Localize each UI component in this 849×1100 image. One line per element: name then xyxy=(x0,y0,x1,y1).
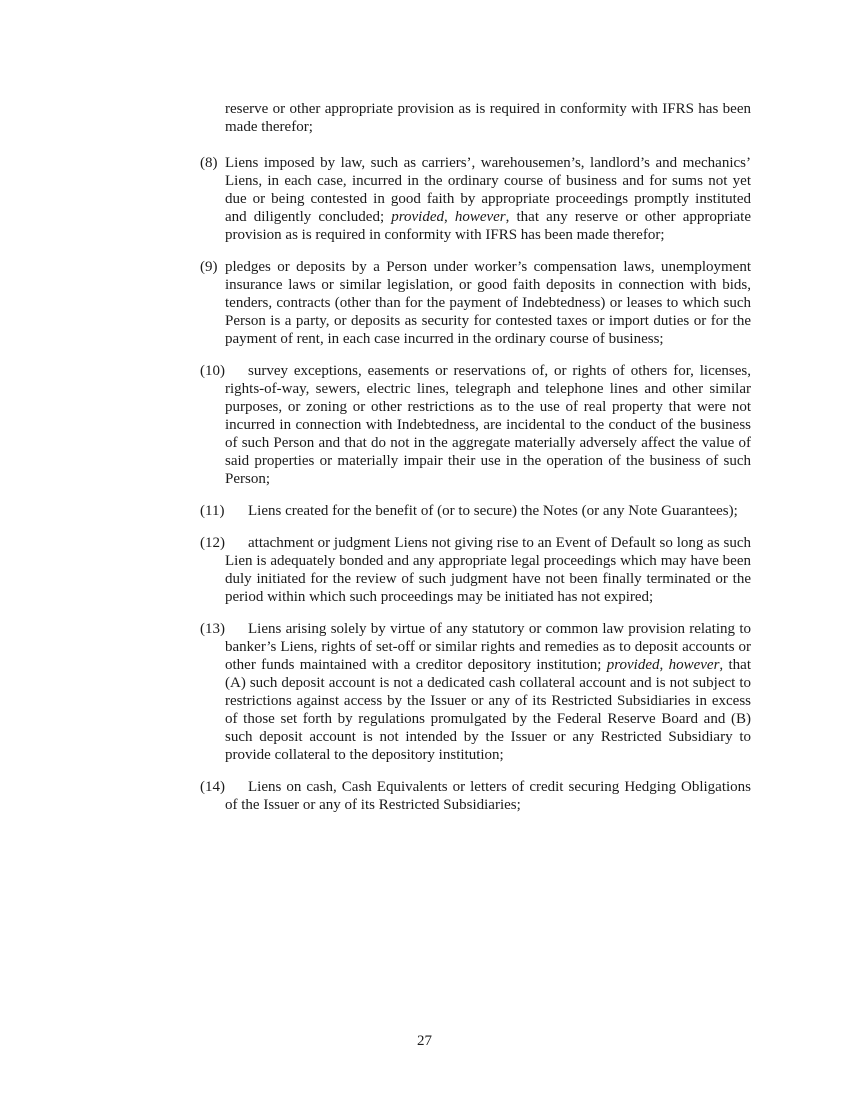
clause-number: (14) xyxy=(200,779,225,795)
clause-emphasis: however xyxy=(454,209,506,225)
clause-number: (12) xyxy=(200,535,225,551)
clause-text: , that (A) such deposit account is not a dedicated cash collateral account and is not subject to restrictions against access by the Issuer or any of its Restricted Subsidiaries in excess of those set forth by regulations promulgated by the Federal Reserve Board and (B) such deposit account is not intended by the Issuer or any Restricted Subsidiary to provide collateral to the depository institution; xyxy=(225,657,751,763)
page-number: 27 xyxy=(417,1033,432,1049)
clause-text: Liens arising solely by virtue of any statutory or common law provision relating to banker’s Liens, rights of set-off or similar rights and remedies as to deposit accounts or other funds maintained with a creditor depository institution; xyxy=(225,621,751,673)
clause-text: attachment or judgment Liens not giving rise to an Event of Default so long as such Lien is adequately bonded and any appropriate legal proceedings which may have been duly initiated for the review of such judgment have not been finally terminated or the period within which such proceedings may be initiated has not expired; xyxy=(225,535,751,605)
lien-clause-item xyxy=(200,502,751,520)
lien-clause-item xyxy=(200,778,751,814)
lien-clause-list xyxy=(200,154,751,828)
clause-text: survey exceptions, easements or reservations of, or rights of others for, licenses, rights-of-way, sewers, electric lines, telegraph and telephone lines and other similar purposes, or zoning or other restrictions as to the use of real property that were not incurred in connection with Indebtedness, are incidental to the conduct of the business of such Person and that do not in the aggregate materially adversely affect the value of said properties or materially impair their use in the operation of the business of such Person; xyxy=(225,363,751,487)
clause-text: , xyxy=(443,209,455,225)
clause-text: Liens imposed by law, such as carriers’, warehousemen’s, landlord’s and mechanics’ Liens, in each case, incurred in the ordinary course of business and for sums not yet due or being contested in good faith by appropriate proceedings promptly instituted and diligently concluded; xyxy=(225,155,751,225)
clause-emphasis: provided xyxy=(391,209,444,225)
clause-text: pledges or deposits by a Person under worker’s compensation laws, unemployment insurance laws or similar legislation, or good faith deposits in connection with bids, tenders, contracts (other than for the payment of Indebtedness) or leases to which such Person is a party, or deposits as security for contested taxes or import duties or for the payment of rent, in each case incurred in the ordinary course of business; xyxy=(225,259,751,347)
lien-clause-item xyxy=(200,620,751,764)
lien-clause-item xyxy=(200,154,751,244)
clause-number: (9) xyxy=(200,259,218,275)
clause-text: , that any reserve or other appropriate provision as is required in conformity with IFRS has been made therefor; xyxy=(225,209,751,243)
clause-emphasis: provided xyxy=(606,657,660,673)
clause-emphasis: however xyxy=(668,657,720,673)
lien-clause-item xyxy=(200,362,751,488)
clause-text: Liens on cash, Cash Equivalents or letters of credit securing Hedging Obligations of the Issuer or any of its Restricted Subsidiaries; xyxy=(225,779,751,813)
clause-number: (10) xyxy=(200,363,225,379)
clause-text: , xyxy=(659,657,669,673)
lien-clause-item xyxy=(200,534,751,606)
clause-text: Liens created for the benefit of (or to secure) the Notes (or any Note Guarantees); xyxy=(248,503,738,519)
clause-number: (8) xyxy=(200,155,218,171)
clause-number: (11) xyxy=(200,503,225,519)
continuation-paragraph: reserve or other appropriate provision as is required in conformity with IFRS has been made therefor; xyxy=(225,101,751,135)
lien-clause-item xyxy=(200,258,751,348)
clause-number: (13) xyxy=(200,621,225,637)
